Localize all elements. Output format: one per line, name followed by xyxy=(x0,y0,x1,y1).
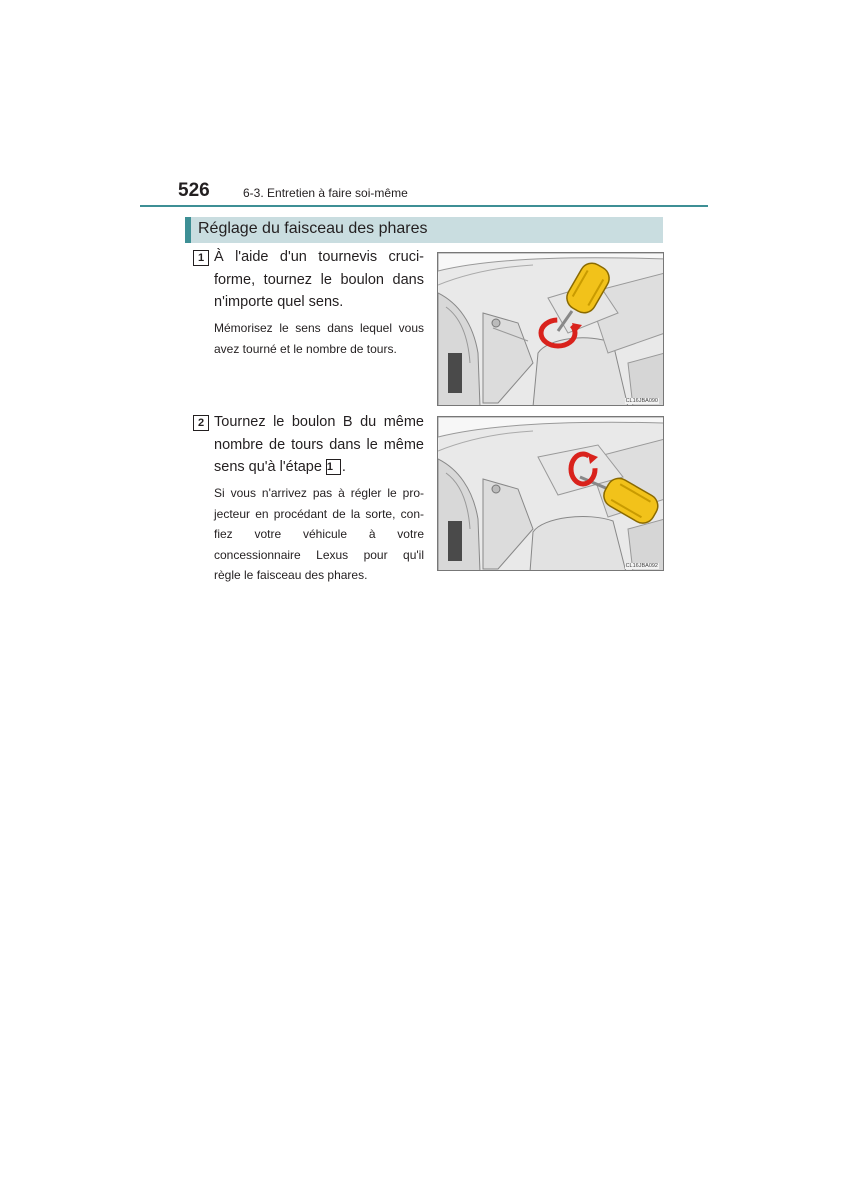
step-2-note-line: jecteur en procédant de la sorte, con- xyxy=(214,506,424,521)
step-1-note-line: avez tourné et le nombre de tours. xyxy=(214,341,397,356)
step-2-line: Tournez le boulon B du même xyxy=(214,414,424,430)
step-2-line: nombre de tours dans le même xyxy=(214,436,424,453)
image-code: CL16JBA090 xyxy=(625,398,658,404)
step-reference-badge: 1 xyxy=(326,459,341,475)
header-divider xyxy=(140,205,708,207)
step-2-text xyxy=(214,411,424,479)
headlight-engine-bay-image xyxy=(438,253,664,406)
image-code: CL16JBA092 xyxy=(625,563,658,569)
step-2-illustration xyxy=(437,416,664,571)
step-1-note-line: Mémorisez le sens dans lequel vous xyxy=(214,321,424,335)
page-number: 526 xyxy=(178,180,210,201)
step-2-note-line: règle le faisceau des phares. xyxy=(214,568,368,582)
step-1-line: n'importe quel sens. xyxy=(214,294,344,310)
step-2-line-3 xyxy=(214,456,424,479)
step-1-line: À l'aide d'un tournevis cruci- xyxy=(214,249,424,265)
section-heading xyxy=(185,217,663,243)
step-1-line: forme, tournez le boulon dans xyxy=(214,271,424,288)
section-label: 6-3. Entretien à faire soi-même xyxy=(243,186,408,200)
step-1-text xyxy=(214,246,424,314)
step-1-badge: 1 xyxy=(193,250,209,266)
step-2-note xyxy=(214,483,424,586)
step-2-note-line: concessionnaire Lexus pour qu'il xyxy=(214,547,424,562)
step-2-line-suffix: . xyxy=(341,459,346,475)
step-2-note-line: Si vous n'arrivez pas à régler le pro- xyxy=(214,486,424,500)
step-1-note xyxy=(214,318,424,359)
step-2-line: sens qu'à l'étape xyxy=(214,459,322,475)
headlight-engine-bay-image xyxy=(438,417,664,571)
step-2-badge: 2 xyxy=(193,415,209,431)
step-1-illustration xyxy=(437,252,664,406)
section-title: Réglage du faisceau des phares xyxy=(198,220,428,237)
heading-accent-bar xyxy=(185,217,191,243)
step-2-note-line: fiez votre véhicule à votre xyxy=(214,527,424,541)
